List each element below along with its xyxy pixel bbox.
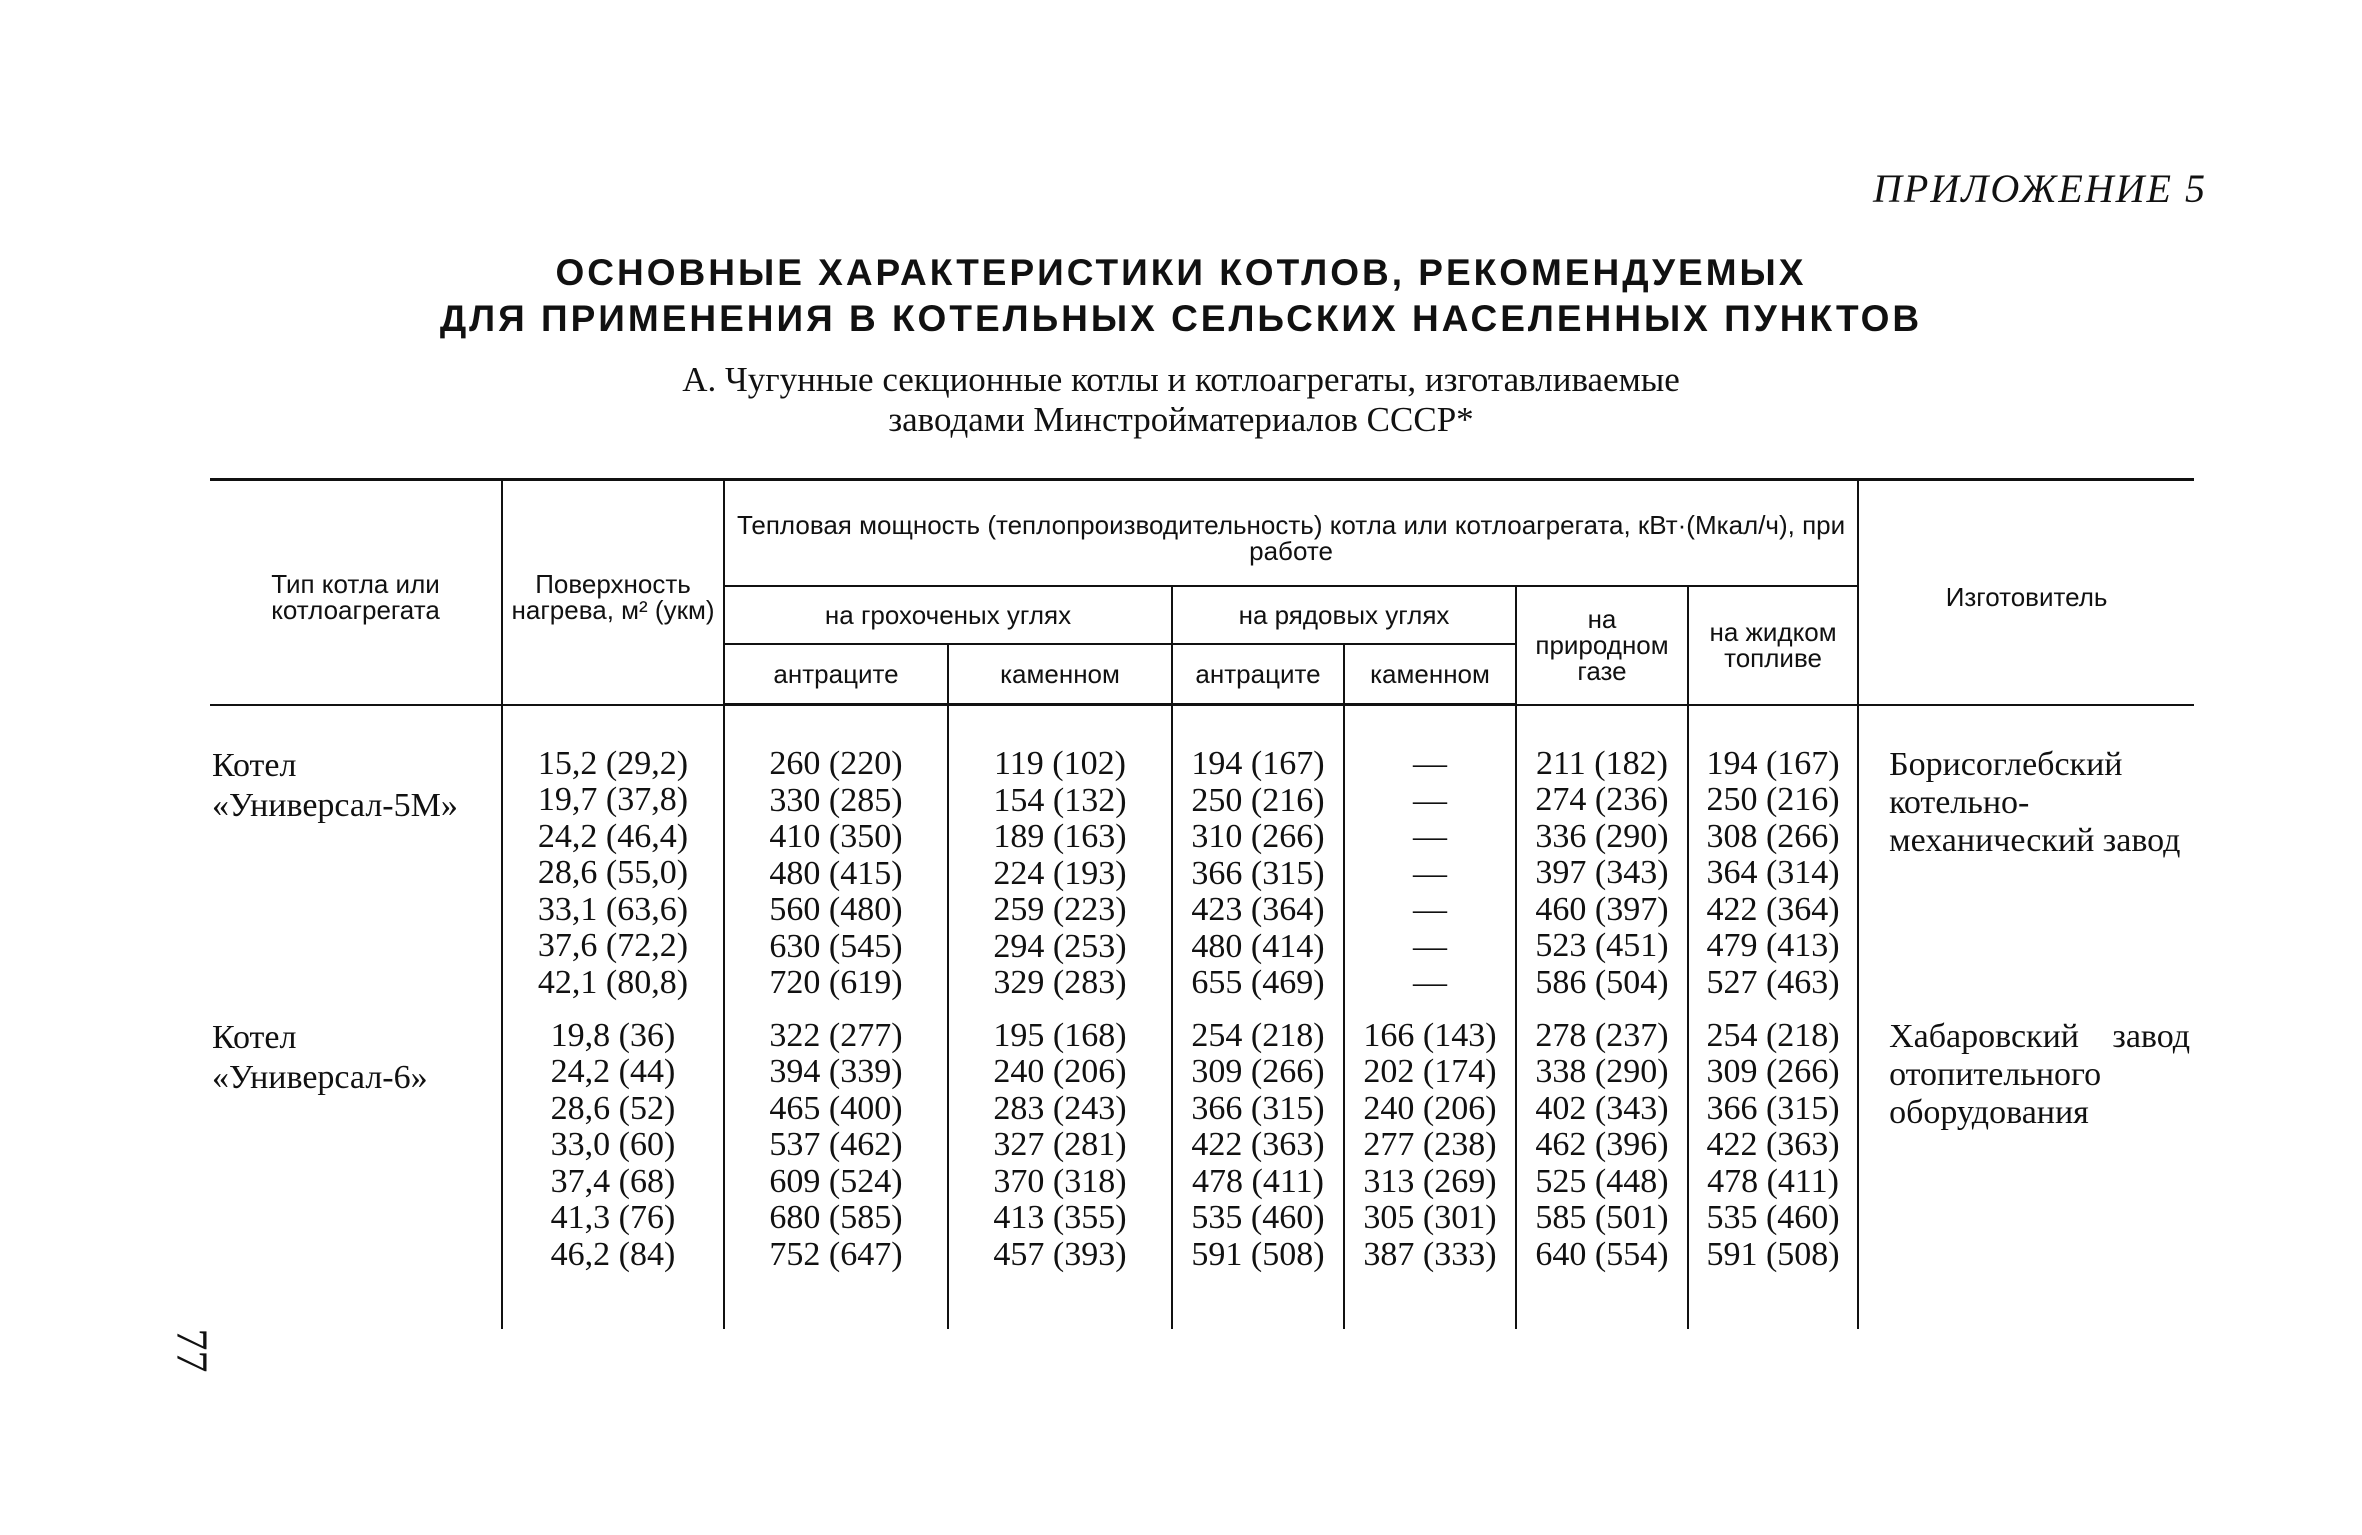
- cell-value: 680 (585): [769, 1199, 903, 1236]
- gas-values: [1516, 705, 1688, 1002]
- cell-value: 250 (216): [1706, 781, 1840, 818]
- cell-value: —: [1413, 854, 1447, 892]
- cell-value: 720 (619): [769, 964, 903, 1001]
- cell-value: 423 (364): [1191, 891, 1325, 928]
- cell-value: 336 (290): [1535, 817, 1669, 855]
- cell-value: 309 (266): [1191, 1053, 1325, 1090]
- cell-value: 535 (460): [1191, 1199, 1325, 1236]
- cell-value: 240 (206): [1363, 1089, 1497, 1127]
- cell-value: 24,2 (44): [550, 1053, 676, 1090]
- cell-value: 310 (266): [1191, 818, 1325, 855]
- cell-value: 591 (508): [1706, 1235, 1840, 1273]
- header-boiler-type: Тип котла или котлоагрегата: [210, 480, 502, 705]
- boiler-type-universal-5m: Котел «Универсал-5М»: [210, 705, 502, 1002]
- cell-value: 370 (318): [993, 1162, 1127, 1200]
- cell-value: 457 (393): [993, 1235, 1127, 1273]
- cell-value: 478 (411): [1707, 1162, 1839, 1200]
- surface-values: [502, 1002, 724, 1330]
- table-row: [210, 705, 2194, 1002]
- cell-value: 274 (236): [1535, 781, 1669, 818]
- header-liquid-fuel: на жидком топливе: [1688, 586, 1858, 705]
- header-natural-gas: на природном газе: [1516, 586, 1688, 705]
- raw-anthracite-values: [1172, 705, 1344, 1002]
- cell-value: 211 (182): [1536, 744, 1668, 782]
- cell-value: 537 (462): [769, 1126, 903, 1163]
- cell-value: 630 (545): [769, 927, 903, 965]
- cell-value: 294 (253): [993, 927, 1127, 965]
- cell-value: 313 (269): [1363, 1162, 1497, 1200]
- section-subtitle: [0, 360, 2362, 440]
- header-sorted-coal: на грохоченых углях: [724, 586, 1172, 644]
- cell-value: 259 (223): [993, 891, 1127, 928]
- header-thermal-power: Тепловая мощность (теплопроизводительность) котла или котлоагрегата, кВт·(Мкал/ч), при работе: [724, 480, 1858, 587]
- cell-value: 585 (501): [1535, 1199, 1669, 1236]
- subtitle-line-1: А. Чугунные секционные котлы и котлоагрегаты, изготавливаемые: [682, 360, 1680, 399]
- cell-value: 460 (397): [1535, 890, 1669, 928]
- cell-value: 28,6 (55,0): [537, 854, 689, 891]
- header-sorted-anthracite: антраците: [724, 644, 948, 705]
- title-line-1: ОСНОВНЫЕ ХАРАКТЕРИСТИКИ КОТЛОВ, РЕКОМЕНДУЕМЫХ: [555, 252, 1807, 293]
- cell-value: 42,1 (80,8): [537, 963, 689, 1001]
- cell-value: 195 (168): [993, 1016, 1127, 1054]
- cell-value: 308 (266): [1706, 817, 1840, 855]
- cell-value: 422 (363): [1191, 1126, 1325, 1163]
- header-raw-anthracite: антраците: [1172, 644, 1344, 705]
- sorted-stone-values: [948, 1002, 1172, 1330]
- liquid-values: [1688, 705, 1858, 1002]
- cell-value: 752 (647): [769, 1235, 903, 1273]
- cell-value: —: [1413, 927, 1447, 965]
- cell-value: 366 (315): [1191, 1089, 1325, 1127]
- cell-value: 478 (411): [1192, 1162, 1324, 1200]
- cell-value: 189 (163): [993, 818, 1127, 855]
- cell-value: 364 (314): [1706, 854, 1840, 891]
- cell-value: 46,2 (84): [550, 1235, 676, 1273]
- cell-value: 194 (167): [1706, 744, 1840, 782]
- table-row: [210, 1002, 2194, 1330]
- cell-value: 609 (524): [769, 1162, 903, 1200]
- cell-value: 397 (343): [1535, 854, 1669, 891]
- boiler-table-container: [210, 478, 2194, 1329]
- cell-value: 19,8 (36): [550, 1016, 676, 1054]
- cell-value: 250 (216): [1191, 781, 1325, 819]
- cell-value: 479 (413): [1706, 927, 1840, 964]
- cell-value: 260 (220): [769, 745, 903, 782]
- sorted-stone-values: [948, 705, 1172, 1002]
- table-header: [210, 480, 2194, 705]
- manufacturer-khabarovsk: Хабаровский завод отопительного оборудования: [1858, 1002, 2194, 1330]
- header-raw-coal: на рядовых углях: [1172, 586, 1516, 644]
- cell-value: 194 (167): [1191, 745, 1325, 782]
- cell-value: 655 (469): [1191, 964, 1325, 1001]
- cell-value: 305 (301): [1363, 1199, 1497, 1236]
- cell-value: 37,6 (72,2): [537, 927, 689, 964]
- page-number: 77: [167, 1328, 217, 1373]
- subtitle-line-2: заводами Минстройматериалов СССР*: [888, 400, 1474, 439]
- appendix-label: ПРИЛОЖЕНИЕ 5: [1873, 166, 2207, 211]
- liquid-values: [1688, 1002, 1858, 1330]
- cell-value: 480 (414): [1191, 927, 1325, 965]
- cell-value: 329 (283): [993, 964, 1127, 1001]
- raw-anthracite-values: [1172, 1002, 1344, 1330]
- cell-value: 640 (554): [1535, 1235, 1669, 1273]
- cell-value: 254 (218): [1191, 1016, 1325, 1054]
- gas-values: [1516, 1002, 1688, 1330]
- header-sorted-stone: каменном: [948, 644, 1172, 705]
- cell-value: 166 (143): [1363, 1016, 1497, 1054]
- cell-value: 202 (174): [1363, 1053, 1497, 1090]
- sorted-anthracite-values: [724, 705, 948, 1002]
- cell-value: 119 (102): [994, 745, 1126, 782]
- cell-value: —: [1413, 964, 1447, 1001]
- cell-value: 402 (343): [1535, 1089, 1669, 1127]
- cell-value: 283 (243): [993, 1089, 1127, 1127]
- cell-value: 413 (355): [993, 1199, 1127, 1236]
- cell-value: 254 (218): [1706, 1016, 1840, 1054]
- cell-value: 535 (460): [1706, 1199, 1840, 1236]
- raw-stone-values: [1344, 705, 1516, 1002]
- cell-value: 591 (508): [1191, 1235, 1325, 1273]
- table-body: [210, 705, 2194, 1330]
- cell-value: 586 (504): [1535, 963, 1669, 1001]
- cell-value: —: [1413, 781, 1447, 819]
- cell-value: 240 (206): [993, 1053, 1127, 1090]
- cell-value: 366 (315): [1191, 854, 1325, 892]
- cell-value: —: [1413, 818, 1447, 855]
- cell-value: 527 (463): [1706, 963, 1840, 1001]
- cell-value: 33,1 (63,6): [537, 890, 689, 928]
- cell-value: 387 (333): [1363, 1235, 1497, 1273]
- boiler-characteristics-table: [210, 478, 2194, 1329]
- cell-value: —: [1413, 891, 1447, 928]
- cell-value: 523 (451): [1535, 927, 1669, 964]
- cell-value: 525 (448): [1535, 1162, 1669, 1200]
- cell-value: 422 (364): [1706, 890, 1840, 928]
- cell-value: 338 (290): [1535, 1053, 1669, 1090]
- page-title: [0, 250, 2362, 342]
- cell-value: 278 (237): [1535, 1016, 1669, 1054]
- cell-value: 224 (193): [993, 854, 1127, 892]
- cell-value: 410 (350): [769, 818, 903, 855]
- cell-value: 33,0 (60): [550, 1126, 676, 1163]
- cell-value: 366 (315): [1706, 1089, 1840, 1127]
- title-line-2: ДЛЯ ПРИМЕНЕНИЯ В КОТЕЛЬНЫХ СЕЛЬСКИХ НАСЕЛЕННЫХ ПУНКТОВ: [439, 298, 1923, 339]
- cell-value: 24,2 (46,4): [537, 817, 689, 855]
- manufacturer-borisoglebsk: Борисоглебский котельно-механический завод: [1858, 705, 2194, 1002]
- header-heating-surface: Поверхность нагрева, м² (укм): [502, 480, 724, 705]
- cell-value: 480 (415): [769, 854, 903, 892]
- cell-value: 560 (480): [769, 891, 903, 928]
- raw-stone-values: [1344, 1002, 1516, 1330]
- cell-value: 327 (281): [993, 1126, 1127, 1163]
- sorted-anthracite-values: [724, 1002, 948, 1330]
- cell-value: 19,7 (37,8): [537, 781, 689, 818]
- cell-value: 462 (396): [1535, 1126, 1669, 1163]
- header-manufacturer: Изготовитель: [1858, 480, 2194, 705]
- cell-value: 28,6 (52): [550, 1089, 676, 1127]
- header-raw-stone: каменном: [1344, 644, 1516, 705]
- cell-value: 309 (266): [1706, 1053, 1840, 1090]
- cell-value: 37,4 (68): [550, 1162, 676, 1200]
- cell-value: 330 (285): [769, 781, 903, 819]
- cell-value: 465 (400): [769, 1089, 903, 1127]
- surface-values: [502, 705, 724, 1002]
- cell-value: 322 (277): [769, 1016, 903, 1054]
- cell-value: 154 (132): [993, 781, 1127, 819]
- cell-value: 394 (339): [769, 1053, 903, 1090]
- cell-value: 15,2 (29,2): [537, 744, 689, 782]
- cell-value: 277 (238): [1363, 1126, 1497, 1163]
- boiler-type-universal-6: Котел «Универсал-6»: [210, 1002, 502, 1330]
- cell-value: 422 (363): [1706, 1126, 1840, 1163]
- cell-value: 41,3 (76): [550, 1199, 676, 1236]
- cell-value: —: [1413, 745, 1447, 782]
